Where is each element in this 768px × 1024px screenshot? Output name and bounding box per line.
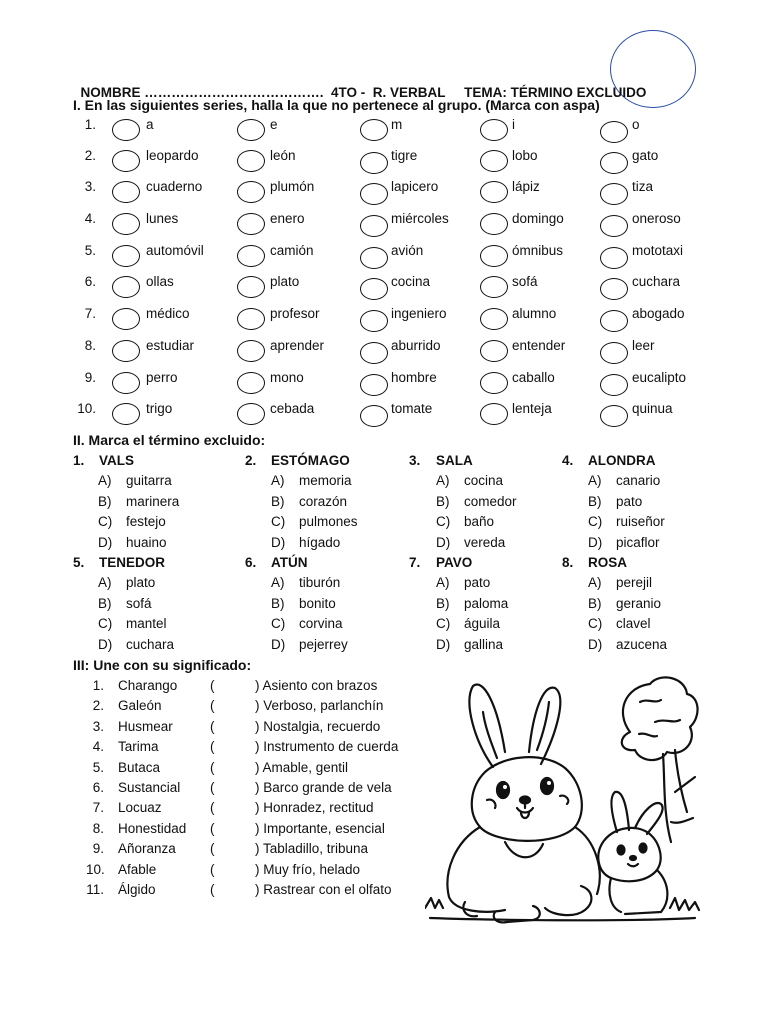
option-letter: C)	[271, 514, 286, 529]
group-number: 3.	[409, 453, 421, 468]
name-field[interactable]: NOMBRE ………………………………….	[80, 85, 324, 100]
answer-circle[interactable]	[112, 372, 140, 394]
series-number: 7.	[84, 306, 96, 321]
series-word: oneroso	[632, 211, 681, 226]
series-number: 3.	[84, 179, 96, 194]
answer-circle[interactable]	[480, 403, 508, 425]
term-word: Sustancial	[118, 780, 181, 795]
answer-circle[interactable]	[237, 245, 265, 267]
answer-circle[interactable]	[480, 372, 508, 394]
option-letter: A)	[271, 575, 285, 590]
series-row	[0, 274, 768, 298]
series-word: perro	[146, 370, 178, 385]
option-item[interactable]	[271, 616, 343, 631]
option-item[interactable]	[588, 473, 660, 488]
series-word: e	[270, 117, 278, 132]
option-item[interactable]	[588, 575, 652, 590]
answer-circle[interactable]	[600, 374, 628, 396]
answer-circle[interactable]	[480, 276, 508, 298]
option-item[interactable]	[436, 535, 505, 550]
option-item[interactable]	[436, 575, 490, 590]
series-word: cocina	[391, 274, 431, 289]
group-head-word: PAVO	[436, 555, 473, 570]
answer-blank[interactable]: (	[210, 759, 215, 775]
option-word: cuchara	[126, 636, 175, 652]
definition-text: ) Importante, esencial	[255, 820, 385, 836]
option-word: corvina	[299, 616, 343, 631]
series-number: 1.	[84, 117, 96, 132]
matching-row	[0, 841, 420, 861]
option-item[interactable]	[436, 494, 517, 509]
answer-circle[interactable]	[112, 340, 140, 362]
term-word: Álgido	[118, 882, 156, 897]
term-word: Husmear	[118, 718, 173, 734]
option-word: mantel	[126, 616, 167, 631]
option-word: comedor	[464, 493, 517, 509]
option-letter: B)	[271, 595, 285, 611]
answer-circle[interactable]	[480, 150, 508, 172]
answer-circle[interactable]	[480, 119, 508, 141]
matching-row	[0, 780, 420, 800]
series-number: 2.	[84, 148, 96, 163]
answer-circle[interactable]	[112, 245, 140, 267]
option-item[interactable]	[436, 616, 500, 631]
answer-circle[interactable]	[112, 403, 140, 425]
option-item[interactable]	[588, 596, 661, 611]
option-word: paloma	[464, 595, 509, 611]
answer-blank[interactable]: (	[210, 820, 215, 836]
option-item[interactable]	[436, 637, 503, 652]
answer-circle[interactable]	[112, 213, 140, 235]
series-word: lenteja	[512, 401, 552, 416]
term-number: 10.	[86, 861, 105, 877]
series-number: 6.	[84, 274, 96, 289]
answer-circle[interactable]	[360, 342, 388, 364]
term-number: 3.	[92, 718, 104, 734]
series-word: plato	[270, 274, 300, 289]
option-word: canario	[616, 473, 661, 488]
group-head-word: ESTÓMAGO	[271, 453, 350, 468]
series-word: o	[632, 117, 640, 132]
option-item[interactable]	[588, 494, 642, 509]
series-row	[0, 243, 768, 267]
series-word: eucalipto	[632, 370, 687, 385]
answer-circle[interactable]	[112, 119, 140, 141]
answer-circle[interactable]	[360, 152, 388, 174]
answer-circle[interactable]	[600, 121, 628, 143]
term-number: 7.	[92, 800, 104, 816]
series-word: aprender	[270, 338, 325, 353]
group-number: 7.	[409, 555, 421, 570]
option-item[interactable]	[271, 637, 348, 652]
group-number: 6.	[245, 555, 257, 570]
option-letter: A)	[271, 473, 285, 488]
series-word: leer	[632, 338, 655, 353]
matching-row	[0, 739, 420, 759]
term-word: Butaca	[118, 759, 161, 775]
option-letter: B)	[271, 493, 285, 509]
group-head-word: ATÚN	[271, 555, 308, 570]
option-item[interactable]	[271, 473, 352, 488]
option-word: picaflor	[616, 534, 660, 550]
group-head-word: ALONDRA	[588, 453, 656, 468]
answer-circle[interactable]	[360, 310, 388, 332]
answer-circle[interactable]	[600, 183, 628, 205]
series-number: 8.	[84, 338, 96, 353]
answer-circle[interactable]	[480, 340, 508, 362]
option-word: pulmones	[299, 514, 358, 529]
answer-circle[interactable]	[480, 213, 508, 235]
option-letter: D)	[436, 534, 451, 550]
answer-circle[interactable]	[600, 342, 628, 364]
option-item[interactable]	[588, 514, 665, 529]
group-head-word: TENEDOR	[99, 555, 166, 570]
series-word: abogado	[632, 306, 685, 321]
option-word: guitarra	[126, 473, 172, 488]
section2-title: II. Marca el término excluido:	[73, 432, 266, 448]
definition-text: ) Muy frío, helado	[255, 861, 361, 877]
series-word: quinua	[632, 401, 673, 416]
option-word: pejerrey	[299, 636, 348, 652]
section3-title: III: Une con su significado:	[73, 657, 252, 673]
option-word: sofá	[126, 595, 152, 611]
answer-circle[interactable]	[112, 308, 140, 330]
answer-circle[interactable]	[600, 405, 628, 427]
matching-row	[0, 862, 420, 882]
series-word: camión	[270, 243, 314, 258]
answer-circle[interactable]	[360, 405, 388, 427]
topic-label: TEMA: TÉRMINO EXCLUIDO	[464, 85, 647, 100]
series-word: profesor	[270, 306, 320, 321]
option-letter: D)	[436, 636, 451, 652]
series-word: hombre	[391, 370, 437, 385]
option-word: pato	[464, 575, 491, 590]
answer-circle[interactable]	[600, 215, 628, 237]
series-row	[0, 370, 768, 394]
series-word: leopardo	[146, 148, 199, 163]
series-row	[0, 401, 768, 425]
matching-row	[0, 882, 420, 902]
option-letter: B)	[98, 493, 112, 509]
option-item[interactable]	[588, 535, 660, 550]
worksheet-header	[73, 70, 646, 100]
answer-circle[interactable]	[600, 310, 628, 332]
option-letter: D)	[98, 636, 113, 652]
option-item[interactable]	[98, 494, 179, 509]
option-item[interactable]	[98, 473, 172, 488]
series-word: estudiar	[146, 338, 195, 353]
option-word: ruiseñor	[616, 514, 665, 529]
group-number: 1.	[73, 453, 85, 468]
option-letter: B)	[588, 493, 602, 509]
series-word: domingo	[512, 211, 564, 226]
matching-row	[0, 800, 420, 820]
matching-row	[0, 760, 420, 780]
answer-circle[interactable]	[360, 215, 388, 237]
answer-circle[interactable]	[480, 245, 508, 267]
answer-circle[interactable]	[480, 308, 508, 330]
answer-circle[interactable]	[237, 372, 265, 394]
answer-circle[interactable]	[360, 183, 388, 205]
term-number: 1.	[92, 678, 104, 693]
option-item[interactable]	[98, 575, 155, 590]
term-word: Afable	[118, 861, 157, 877]
series-number: 9.	[84, 370, 96, 385]
answer-circle[interactable]	[360, 278, 388, 300]
series-word: león	[270, 148, 296, 163]
term-number: 6.	[92, 780, 104, 795]
series-word: lapicero	[391, 179, 439, 194]
series-word: entender	[512, 338, 566, 353]
series-word: lápiz	[512, 179, 540, 194]
series-word: mono	[270, 370, 304, 385]
answer-circle[interactable]	[600, 278, 628, 300]
option-word: memoria	[299, 473, 352, 488]
series-word: cuchara	[632, 274, 681, 289]
series-word: tiza	[632, 179, 654, 194]
definition-text: ) Nostalgia, recuerdo	[255, 718, 381, 734]
answer-blank[interactable]: (	[210, 882, 215, 897]
answer-circle[interactable]	[360, 247, 388, 269]
answer-circle[interactable]	[237, 308, 265, 330]
option-word: festejo	[126, 514, 166, 529]
definition-text: ) Honradez, rectitud	[255, 800, 374, 816]
series-row	[0, 117, 768, 141]
answer-circle[interactable]	[237, 150, 265, 172]
option-item[interactable]	[271, 494, 347, 509]
series-word: tomate	[391, 401, 433, 416]
term-word: Galeón	[118, 698, 162, 714]
term-word: Añoranza	[118, 841, 176, 857]
option-letter: D)	[271, 534, 286, 550]
option-letter: A)	[588, 473, 602, 488]
series-word: miércoles	[391, 211, 449, 226]
answer-circle[interactable]	[237, 340, 265, 362]
option-word: bonito	[299, 595, 336, 611]
answer-circle[interactable]	[237, 181, 265, 203]
grade-label: 4TO - R. VERBAL	[331, 85, 446, 100]
answer-circle[interactable]	[360, 119, 388, 141]
option-letter: D)	[271, 636, 286, 652]
series-word: mototaxi	[632, 243, 684, 258]
answer-blank[interactable]: (	[210, 861, 215, 877]
option-item[interactable]	[271, 514, 358, 529]
series-word: médico	[146, 306, 190, 321]
option-word: geranio	[616, 595, 662, 611]
option-letter: C)	[271, 616, 286, 631]
option-letter: A)	[98, 575, 112, 590]
term-word: Tarima	[118, 739, 159, 755]
option-word: marinera	[126, 493, 180, 509]
term-number: 9.	[92, 841, 104, 857]
option-letter: D)	[588, 636, 603, 652]
definition-text: ) Amable, gentil	[255, 759, 349, 775]
answer-blank[interactable]: (	[210, 698, 215, 714]
option-letter: A)	[588, 575, 602, 590]
group-head-word: SALA	[436, 453, 473, 468]
series-word: cuaderno	[146, 179, 203, 194]
definition-text: ) Instrumento de cuerda	[255, 739, 399, 755]
option-letter: C)	[436, 616, 451, 631]
option-letter: A)	[436, 575, 450, 590]
option-letter: B)	[98, 595, 112, 611]
series-row	[0, 211, 768, 235]
option-word: pato	[616, 493, 643, 509]
group-head-word: ROSA	[588, 555, 628, 570]
series-word: m	[391, 117, 403, 132]
answer-blank[interactable]: (	[210, 718, 215, 734]
option-letter: D)	[588, 534, 603, 550]
option-item[interactable]	[588, 616, 651, 631]
option-word: huaino	[126, 534, 167, 550]
option-word: corazón	[299, 493, 348, 509]
option-word: gallina	[464, 636, 504, 652]
option-letter: A)	[436, 473, 450, 488]
answer-blank[interactable]: (	[210, 739, 215, 755]
option-letter: C)	[436, 514, 451, 529]
option-letter: B)	[588, 595, 602, 611]
option-item[interactable]	[98, 596, 152, 611]
series-word: plumón	[270, 179, 315, 194]
matching-row	[0, 821, 420, 841]
option-item[interactable]	[271, 575, 340, 590]
term-number: 2.	[92, 698, 104, 714]
option-letter: C)	[98, 514, 113, 529]
series-word: ómnibus	[512, 243, 564, 258]
matching-row	[0, 698, 420, 718]
series-word: aburrido	[391, 338, 441, 353]
series-word: alumno	[512, 306, 557, 321]
answer-circle[interactable]	[237, 276, 265, 298]
option-item[interactable]	[436, 514, 494, 529]
option-item[interactable]	[98, 535, 167, 550]
series-word: tigre	[391, 148, 418, 163]
answer-circle[interactable]	[237, 213, 265, 235]
series-number: 4.	[84, 211, 96, 226]
option-letter: B)	[436, 595, 450, 611]
option-word: águila	[464, 616, 501, 631]
series-number: 10.	[77, 401, 96, 416]
series-word: enero	[270, 211, 305, 226]
series-row	[0, 338, 768, 362]
matching-row	[0, 678, 420, 698]
series-word: sofá	[512, 274, 538, 289]
term-word: Charango	[118, 678, 178, 693]
answer-blank[interactable]: (	[210, 678, 215, 693]
option-word: clavel	[616, 616, 651, 631]
series-row	[0, 306, 768, 330]
definition-text: ) Asiento con brazos	[255, 678, 378, 693]
group-number: 2.	[245, 453, 257, 468]
series-word: avión	[391, 243, 424, 258]
answer-circle[interactable]	[600, 152, 628, 174]
option-letter: D)	[98, 534, 113, 550]
option-letter: C)	[98, 616, 113, 631]
matching-row	[0, 719, 420, 739]
option-letter: C)	[588, 616, 603, 631]
term-number: 4.	[92, 739, 104, 755]
series-word: lunes	[146, 211, 179, 226]
option-item[interactable]	[436, 473, 503, 488]
answer-circle[interactable]	[480, 181, 508, 203]
group-number: 4.	[562, 453, 574, 468]
answer-circle[interactable]	[112, 276, 140, 298]
option-item[interactable]	[98, 616, 167, 631]
answer-circle[interactable]	[237, 119, 265, 141]
answer-circle[interactable]	[112, 181, 140, 203]
section1-title: I. En las siguientes series, halla la que no pertenece al grupo. (Marca con aspa)	[73, 97, 600, 113]
group-head-word: VALS	[99, 453, 135, 468]
answer-blank[interactable]: (	[210, 780, 215, 795]
option-word: hígado	[299, 534, 341, 550]
series-word: gato	[632, 148, 659, 163]
series-row	[0, 179, 768, 203]
option-word: plato	[126, 575, 156, 590]
term-word: Honestidad	[118, 820, 187, 836]
series-word: ollas	[146, 274, 174, 289]
answer-blank[interactable]: (	[210, 841, 215, 857]
bunnies-illustration	[425, 672, 700, 927]
series-word: ingeniero	[391, 306, 447, 321]
series-word: trigo	[146, 401, 173, 416]
answer-circle[interactable]	[237, 403, 265, 425]
option-letter: A)	[98, 473, 112, 488]
option-word: cocina	[464, 473, 504, 488]
option-item[interactable]	[98, 637, 174, 652]
option-item[interactable]	[271, 596, 336, 611]
group-number: 8.	[562, 555, 574, 570]
series-word: cebada	[270, 401, 315, 416]
series-word: lobo	[512, 148, 538, 163]
definition-text: ) Tabladillo, tribuna	[255, 841, 369, 857]
option-item[interactable]	[436, 596, 508, 611]
option-word: azucena	[616, 636, 668, 652]
group-number: 5.	[73, 555, 85, 570]
term-word: Locuaz	[118, 800, 162, 816]
series-word: i	[512, 117, 515, 132]
option-word: baño	[464, 514, 495, 529]
option-item[interactable]	[588, 637, 667, 652]
answer-circle[interactable]	[360, 374, 388, 396]
option-item[interactable]	[98, 514, 166, 529]
series-word: caballo	[512, 370, 555, 385]
series-word: a	[146, 117, 154, 132]
term-number: 5.	[92, 759, 104, 775]
option-word: perejil	[616, 575, 653, 590]
option-letter: B)	[436, 493, 450, 509]
option-letter: C)	[588, 514, 603, 529]
answer-circle[interactable]	[112, 150, 140, 172]
term-number: 8.	[92, 820, 104, 836]
option-word: tiburón	[299, 575, 341, 590]
answer-blank[interactable]: (	[210, 800, 215, 816]
term-number: 11.	[86, 882, 104, 897]
series-row	[0, 148, 768, 172]
definition-text: ) Rastrear con el olfato	[255, 882, 392, 897]
answer-circle[interactable]	[600, 247, 628, 269]
definition-text: ) Barco grande de vela	[255, 780, 392, 795]
option-item[interactable]	[271, 535, 340, 550]
option-word: vereda	[464, 534, 506, 550]
definition-text: ) Verboso, parlanchín	[255, 698, 384, 714]
series-number: 5.	[84, 243, 96, 258]
series-word: automóvil	[146, 243, 204, 258]
